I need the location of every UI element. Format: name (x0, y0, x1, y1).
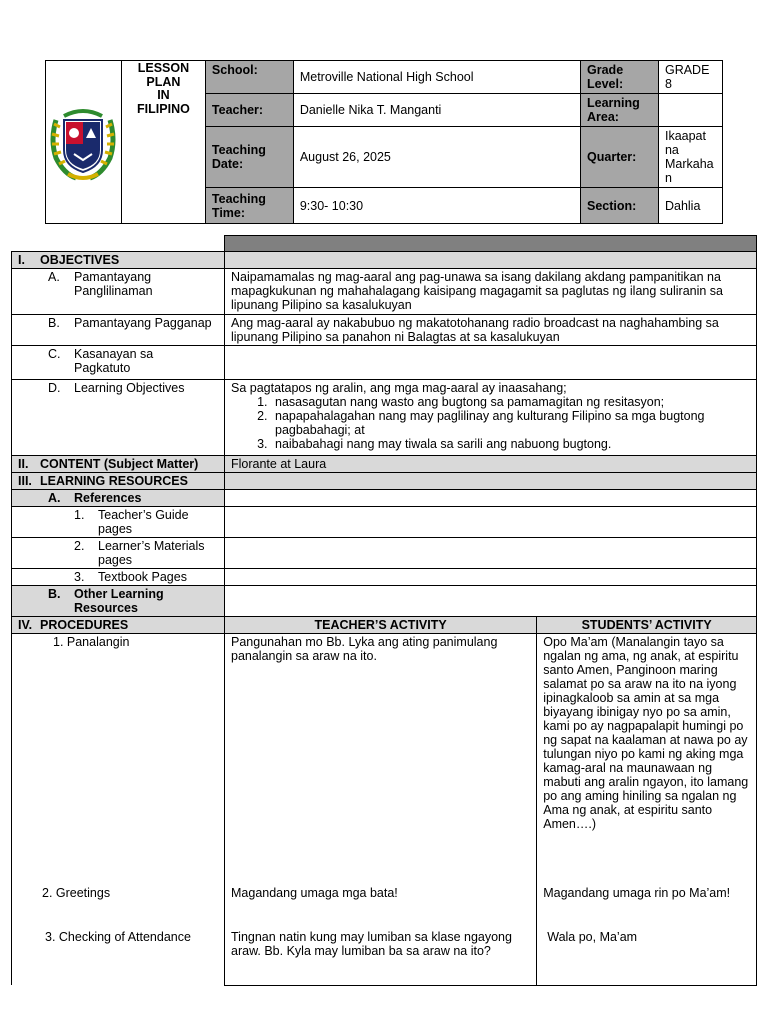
content-value: Florante at Laura (225, 456, 757, 473)
grade-label: Grade Level: (581, 61, 659, 94)
school-seal-icon (46, 102, 120, 182)
title-line-3: IN (157, 88, 170, 102)
teacher-activity: Pangunahan mo Bb. Lyka ang ating panimulang panalangin sa araw na ito. (231, 635, 498, 663)
row-c-value (225, 346, 757, 380)
references-heading: A. References (12, 490, 225, 507)
ref-textbook-pages: 3. Textbook Pages (12, 569, 225, 586)
section-value: Dahlia (658, 188, 722, 224)
school-label: School: (205, 61, 293, 94)
school-value: Metroville National High School (293, 61, 580, 94)
students-activity: Opo Ma’am (Manalangin tayo sa ngalan ng ama, ng anak, at espiritu santo Amen, Panginoon maring salamat po sa araw na ito na iyong ipinagkaloob sa amin at sa mga biyayang ibinigay nyo po sa amin, kami po ay nagpapalapit humingi po ng sapat na kaalaman at nawa po ay tulungan niyo po kami ng aking mga kamag-aral na maunawaan ng mabuti ang aralin ngayon, ito lamang po ang aming hiniling sa ngalan ng Ama ng anak, at espiritu santo Amen….) (543, 635, 749, 831)
teacher-activity: Tingnan natin kung may lumiban sa klase ngayong araw. Bb. Kyla may lumiban ba sa araw na ito? (231, 930, 512, 958)
objective-item: 1. nasasagutan nang wasto ang bugtong sa pamamagitan ng resitasyon; (271, 395, 750, 409)
resources-heading: III. LEARNING RESOURCES (12, 473, 225, 490)
section-label: Section: (581, 188, 659, 224)
objectives-heading: I. OBJECTIVES (12, 252, 225, 269)
date-value: August 26, 2025 (293, 127, 580, 188)
procedure-row (12, 634, 757, 986)
grade-value: GRADE 8 (658, 61, 722, 94)
row-b-value: Ang mag-aaral ay nakabubuo ng makatotohanang radio broadcast na naghahambing sa lipunang Pilipino sa panahon ni Balagtas at sa kasalukuyan (225, 315, 757, 346)
procedure-step: 2. Greetings (42, 886, 111, 900)
header-table (45, 60, 723, 224)
procedure-step: 3. Checking of Attendance (45, 930, 191, 944)
teacher-activity: Magandang umaga mga bata! (231, 886, 398, 900)
row-a-label: A. Pamantayang Panglilinaman (12, 269, 225, 315)
title-line-1: LESSON (137, 61, 190, 75)
row-b-label: B. Pamantayang Pagganap (12, 315, 225, 346)
ref-learners-materials: 2. Learner’s Materials pages (12, 538, 225, 569)
objective-item: 3. naibabahagi nang may tiwala sa sarili ang nabuong bugtong. (271, 437, 750, 451)
learning-objectives-value (225, 380, 757, 456)
quarter-value: Ikaapat na Markaha n (658, 127, 722, 188)
top-band (225, 236, 757, 252)
row-a-value: Naipamamalas ng mag-aaral ang pag-unawa sa isang dakilang akdang pampanitikan na mapagkukunan ng mahahalagang kaisipang magagamit sa paglutas ng ilang suliranin sa lipunang Pilipino sa kasalukuyan (225, 269, 757, 315)
objectives-intro: Sa pagtatapos ng aralin, ang mga mag-aaral ay inaasahang; (231, 381, 567, 395)
title-line-4: FILIPINO (137, 101, 190, 116)
objectives-list (231, 395, 750, 451)
content-heading: II. CONTENT (Subject Matter) (12, 456, 225, 473)
procedures-heading: IV. PROCEDURES (12, 617, 225, 634)
title-line-2: PLAN (146, 74, 181, 89)
other-resources-heading: B. Other Learning Resources (12, 586, 225, 617)
date-label: Teaching Date: (205, 127, 293, 188)
objective-item: 2. napapahalagahan nang may paglilinay ang kulturang Filipino sa mga bugtong pagbabahagi; at (271, 409, 750, 437)
time-value: 9:30- 10:30 (293, 188, 580, 224)
title-cell (121, 61, 205, 224)
students-activity: Magandang umaga rin po Ma’am! (543, 886, 731, 900)
teacher-activity-heading: TEACHER’S ACTIVITY (225, 617, 537, 634)
lesson-plan-table (11, 235, 757, 986)
row-d-label: D. Learning Objectives (12, 380, 225, 456)
ref-teachers-guide: 1. Teacher’s Guide pages (12, 507, 225, 538)
time-label: Teaching Time: (205, 188, 293, 224)
learning-area-value (658, 94, 722, 127)
top-band-spacer (12, 236, 225, 252)
students-activity-heading: STUDENTS’ ACTIVITY (537, 617, 757, 634)
logo-cell (46, 61, 122, 224)
teacher-label: Teacher: (205, 94, 293, 127)
procedure-step: 1. Panalangin (53, 635, 130, 649)
quarter-label: Quarter: (581, 127, 659, 188)
objectives-heading-fill (225, 252, 757, 269)
teacher-value: Danielle Nika T. Manganti (293, 94, 580, 127)
row-c-label: C. Kasanayan sa Pagkatuto (12, 346, 225, 380)
learning-area-label: Learning Area: (581, 94, 659, 127)
students-activity: Wala po, Ma’am (547, 930, 638, 944)
